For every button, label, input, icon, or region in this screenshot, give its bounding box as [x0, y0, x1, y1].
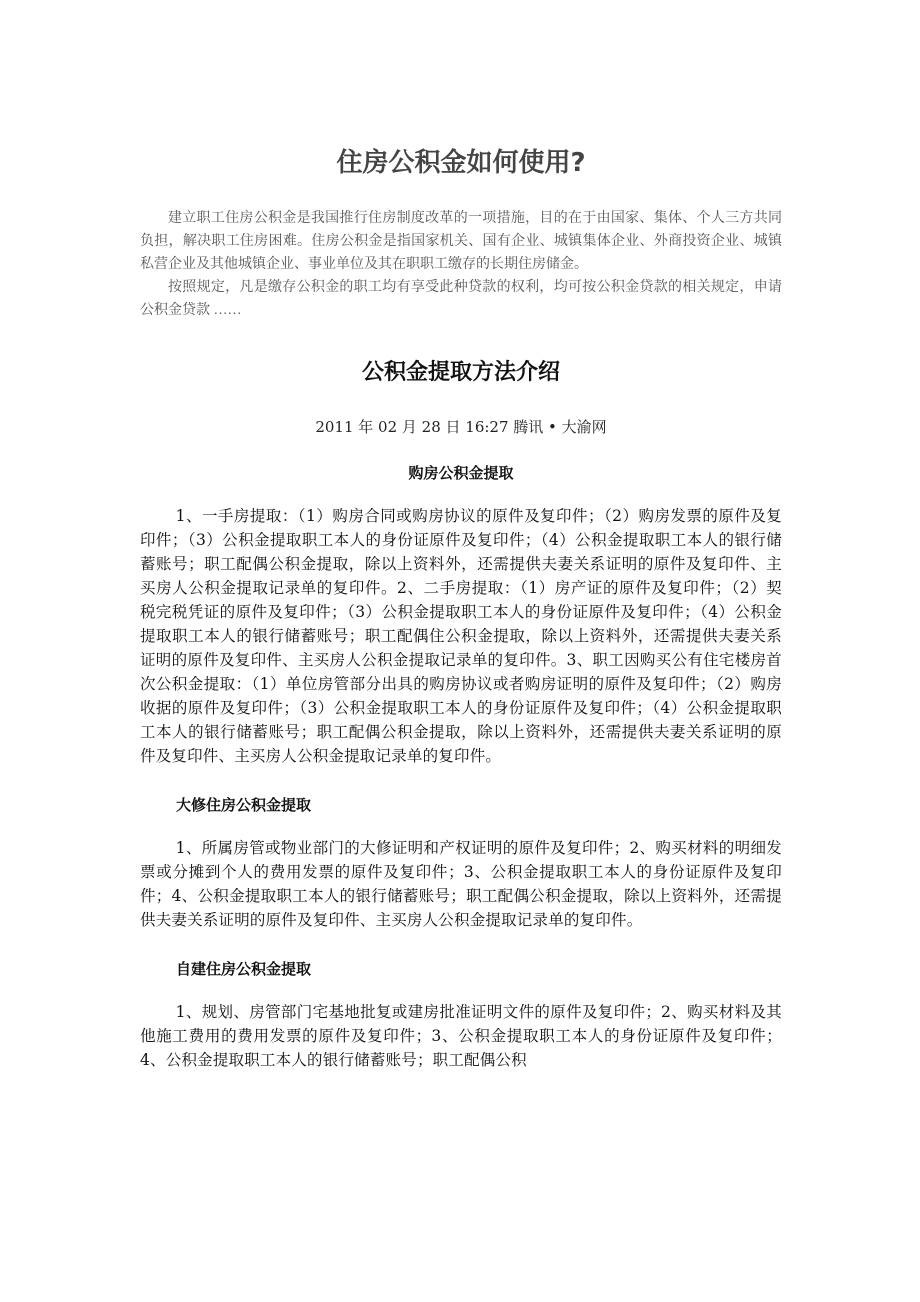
intro-paragraph: 建立职工住房公积金是我国推行住房制度改革的一项措施，目的在于由国家、集体、个人三方共同负担，解决职工住房困难。住房公积金是指国家机关、国有企业、城镇集体企业、外商投资企业、城镇私营企业及其他城镇企业、事业单位及其在职职工缴存的长期住房储金。 — [140, 211, 782, 272]
repair-heading: 大修住房公积金提取 — [176, 796, 312, 814]
intro-paragraph: 按照规定，凡是缴存公积金的职工均有享受此种贷款的权利，均可按公积金贷款的相关规定，申请公积金贷款 …… — [140, 280, 782, 318]
selfbuild-paragraph: 1、规划、房管部门宅基地批复或建房批准证明文件的原件及复印件；2、购买材料及其他施工费用的费用发票的原件及复印件；3、公积金提取职工本人的身份证原件及复印件；4、公积金提取职工本人的银行储蓄账号；职工配偶公积 — [140, 1003, 782, 1069]
section-title: 公积金提取方法介绍 — [361, 360, 560, 385]
repair-paragraph: 1、所属房管或物业部门的大修证明和产权证明的原件及复印件；2、购买材料的明细发票或分摊到个人的费用发票的原件及复印件；3、公积金提取职工本人的身份证原件及复印件；4、公积金提取职工本人的银行储蓄账号；职工配偶公积金提取，除以上资料外，还需提供夫妻关系证明的原件及复印件、主买房人公积金提取记录单的复印件。 — [140, 839, 782, 929]
document-content — [140, 145, 782, 1088]
selfbuild-heading: 自建住房公积金提取 — [176, 960, 312, 978]
purchase-paragraph: 1、一手房提取：（1）购房合同或购房协议的原件及复印件；（2）购房发票的原件及复印件；（3）公积金提取职工本人的身份证原件及复印件；（4）公积金提取职工本人的银行储蓄账号；职工配偶公积金提取，除以上资料外，还需提供夫妻关系证明的原件及复印件、主买房人公积金提取记录单的复印件。2、二手房提取：（1）房产证的原件及复印件；（2）契税完税凭证的原件及复印件；（3）公积金提取职工本人的身份证原件及复印件；（4）公积金提取职工本人的银行储蓄账号；职工配偶住公积金提取，除以上资料外，还需提供夫妻关系证明的原件及复印件、主买房人公积金提取记录单的复印件。3、职工因购买公有住宅楼房首次公积金提取：（1）单位房管部分出具的购房协议或者购房证明的原件及复印件；（2）购房收据的原件及复印件；（3）公积金提取职工本人的身份证原件及复印件；（4）公积金提取职工本人的银行储蓄账号；职工配偶公积金提取，除以上资料外，还需提供夫妻关系证明的原件及复印件、主买房人公积金提取记录单的复印件。 — [140, 507, 782, 765]
main-title: 住房公积金如何使用? — [336, 148, 586, 178]
date-source-line: 2011 年 02 月 28 日 16:27 腾讯 • 大渝网 — [315, 418, 607, 436]
intro-section — [140, 207, 782, 322]
purchase-heading: 购房公积金提取 — [408, 464, 514, 482]
